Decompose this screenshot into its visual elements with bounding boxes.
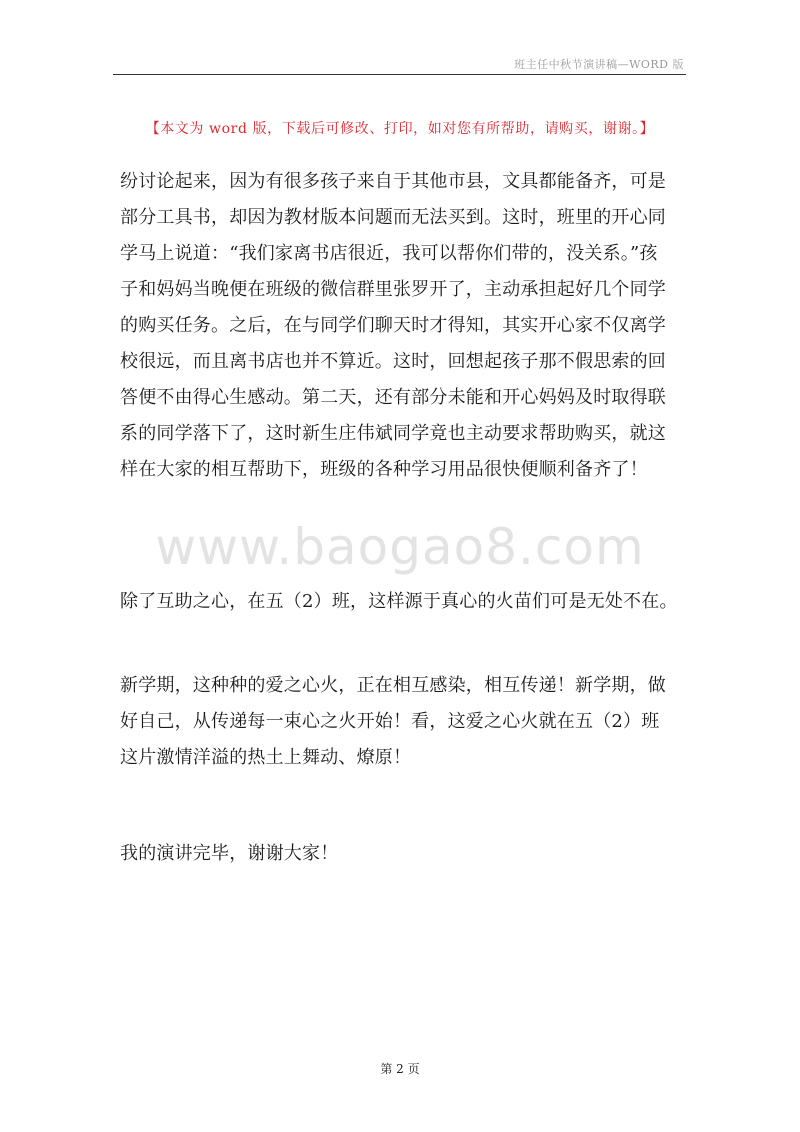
paragraph-line: 校很远，而且离书店也并不算近。这时，回想起孩子那不假思索的回 (120, 351, 666, 372)
paragraph-line: 好自己，从传递每一束心之火开始！看，这爱之心火就在五（2）班 (120, 711, 660, 732)
purchase-notice: 【本文为 word 版，下载后可修改、打印，如对您有所帮助，请购买，谢谢。】 (145, 121, 655, 137)
paragraph-line: 学马上说道：“我们家离书店很近，我可以帮你们带的，没关系。”孩 (120, 243, 658, 264)
paragraph-line: 子和妈妈当晚便在班级的微信群里张罗开了，主动承担起好几个同学 (120, 279, 666, 300)
page-header (113, 50, 686, 75)
paragraph-3 (120, 668, 682, 776)
paragraph-line: 新学期，这种种的爱之心火，正在相互感染，相互传递！新学期，做 (120, 675, 666, 696)
paragraph-4 (120, 836, 682, 872)
paragraph-line: 纷讨论起来，因为有很多孩子来自于其他市县，文具都能备齐，可是 (120, 171, 666, 192)
paragraph-2 (120, 584, 682, 620)
watermark: www.baogao8.com (155, 518, 645, 576)
paragraph-line: 这片激情洋溢的热土上舞动、燎原！ (120, 747, 412, 768)
header-title: 班主任中秋节演讲稿—WORD 版 (514, 58, 684, 71)
page-number: 第 2 页 (380, 1062, 420, 1076)
paragraph-line: 系的同学落下了，这时新生庄伟斌同学竟也主动要求帮助购买，就这 (120, 423, 666, 444)
paragraph-line: 部分工具书，却因为教材版本问题而无法买到。这时，班里的开心同 (120, 207, 666, 228)
paragraph-line: 我的演讲完毕，谢谢大家！ (120, 843, 339, 864)
paragraph-line: 答便不由得心生感动。第二天，还有部分未能和开心妈妈及时取得联 (120, 387, 666, 408)
paragraph-line: 样在大家的相互帮助下，班级的各种学习用品很快便顺利备齐了！ (120, 459, 648, 480)
paragraph-line: 除了互助之心，在五（2）班，这样源于真心的火苗们可是无处不在。 (120, 591, 678, 612)
paragraph-line: 的购买任务。之后，在与同学们聊天时才得知，其实开心家不仅离学 (120, 315, 666, 336)
paragraph-1 (120, 164, 682, 488)
